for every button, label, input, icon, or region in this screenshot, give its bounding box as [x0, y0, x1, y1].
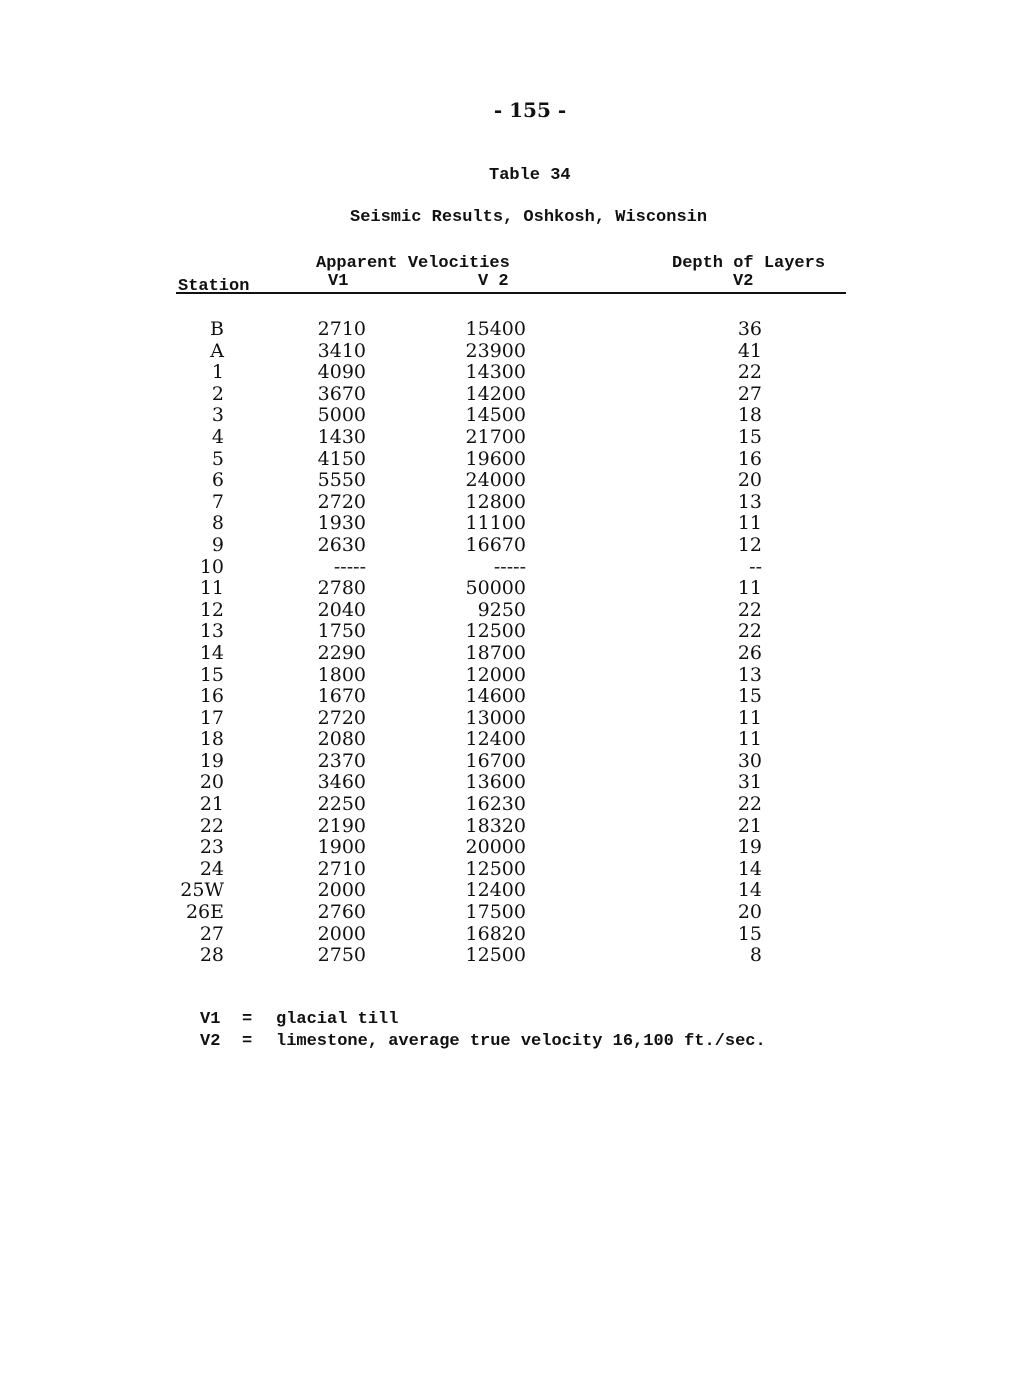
v1-cell: 2290 [317, 641, 366, 664]
table-row [0, 728, 1017, 750]
header-v2-depth: V2 [733, 272, 754, 291]
v2-cell: 18700 [465, 641, 526, 664]
v2-cell: 16820 [465, 922, 526, 945]
v2-cell: 13000 [465, 706, 526, 729]
v1-cell: 4090 [317, 361, 366, 384]
table-body [0, 318, 1017, 966]
depth-cell: 31 [737, 771, 762, 794]
v2-cell: 12800 [465, 490, 526, 513]
v2-cell: 16230 [465, 793, 526, 816]
station-cell: 15 [199, 663, 224, 686]
table-row [0, 448, 1017, 470]
table-row [0, 858, 1017, 880]
table-row [0, 707, 1017, 729]
v1-cell: 2630 [317, 533, 366, 556]
v2-cell: 9250 [477, 598, 526, 621]
station-cell: 17 [199, 706, 224, 729]
depth-cell: 22 [737, 620, 762, 643]
v1-cell: 2370 [317, 749, 366, 772]
v1-cell: 2190 [317, 814, 366, 837]
v1-cell: 2710 [317, 857, 366, 880]
depth-cell: 13 [737, 490, 762, 513]
station-cell: 20 [199, 771, 224, 794]
table-row [0, 750, 1017, 772]
depth-cell: 15 [737, 922, 762, 945]
station-cell: 21 [199, 793, 224, 816]
v1-cell: 2760 [317, 901, 366, 924]
station-cell: 5 [211, 447, 224, 470]
table-title: Table 34 [489, 166, 571, 185]
v1-cell: 1670 [317, 685, 366, 708]
v2-cell: 11100 [465, 512, 526, 535]
v1-cell: 1930 [317, 512, 366, 535]
depth-cell: 20 [737, 469, 762, 492]
legend-symbol: V2 [200, 1032, 221, 1051]
table-row [0, 534, 1017, 556]
v1-cell: 4150 [317, 447, 366, 470]
legend-equals: = [242, 1010, 253, 1029]
depth-cell: 8 [749, 944, 762, 967]
table-row [0, 426, 1017, 448]
table-row [0, 361, 1017, 383]
table-row [0, 469, 1017, 491]
header-station: Station [178, 277, 250, 296]
station-cell: 26E [185, 901, 224, 924]
v2-cell: 21700 [465, 425, 526, 448]
station-cell: 8 [211, 512, 224, 535]
depth-cell: 14 [737, 857, 762, 880]
depth-cell: 27 [737, 382, 762, 405]
depth-cell: 20 [737, 901, 762, 924]
depth-cell: 41 [737, 339, 762, 362]
station-cell: 14 [199, 641, 224, 664]
station-cell: 25W [180, 879, 224, 902]
v1-cell: 2750 [317, 944, 366, 967]
v1-cell: 2000 [317, 879, 366, 902]
v2-cell: 19600 [465, 447, 526, 470]
table-row [0, 620, 1017, 642]
depth-cell: 22 [737, 598, 762, 621]
v2-cell: 23900 [465, 339, 526, 362]
v1-cell: 1430 [317, 425, 366, 448]
v1-cell: 2250 [317, 793, 366, 816]
table-row [0, 318, 1017, 340]
table-row [0, 404, 1017, 426]
station-cell: 22 [199, 814, 224, 837]
table-row [0, 599, 1017, 621]
v1-cell: 1750 [317, 620, 366, 643]
station-cell: 18 [199, 728, 224, 751]
depth-cell: 21 [737, 814, 762, 837]
table-row [0, 944, 1017, 966]
v1-cell: 1800 [317, 663, 366, 686]
depth-cell: 18 [737, 404, 762, 427]
station-cell: 24 [199, 857, 224, 880]
v2-cell: 15400 [465, 318, 526, 340]
v1-cell: 2710 [317, 318, 366, 340]
table-row [0, 879, 1017, 901]
v2-cell: 16670 [465, 533, 526, 556]
table-row [0, 685, 1017, 707]
depth-cell: 36 [737, 318, 762, 340]
table-row [0, 793, 1017, 815]
v2-cell: 12500 [465, 944, 526, 967]
v2-cell: 14300 [465, 361, 526, 384]
v2-cell: 12500 [465, 620, 526, 643]
legend-equals: = [242, 1032, 253, 1051]
header-depth-of-layers: Depth of Layers [672, 254, 826, 273]
station-cell: 4 [211, 425, 224, 448]
table-row [0, 642, 1017, 664]
header-rule [176, 292, 846, 294]
station-cell: 7 [211, 490, 224, 513]
station-cell: 12 [199, 598, 224, 621]
v1-cell: 2780 [317, 577, 366, 600]
header-apparent-velocities: Apparent Velocities [316, 254, 510, 273]
v2-cell: 13600 [465, 771, 526, 794]
depth-cell: 15 [737, 425, 762, 448]
table-row [0, 577, 1017, 599]
legend-text: limestone, average true velocity 16,100 ft./sec. [276, 1032, 766, 1051]
station-cell: 11 [199, 577, 224, 600]
table-row [0, 512, 1017, 534]
page-number: - 155 - [493, 98, 567, 122]
station-cell: 2 [211, 382, 224, 405]
depth-cell: 11 [737, 577, 762, 600]
station-cell: A [210, 339, 224, 362]
station-cell: 6 [211, 469, 224, 492]
station-cell: 13 [199, 620, 224, 643]
station-cell: 23 [199, 836, 224, 859]
header-v1: V1 [328, 272, 349, 291]
v2-cell: 12400 [465, 879, 526, 902]
v1-cell: 5550 [317, 469, 366, 492]
v2-cell: 20000 [465, 836, 526, 859]
v2-cell: 12400 [465, 728, 526, 751]
v1-cell: 3670 [317, 382, 366, 405]
header-v2-velocity: V 2 [478, 272, 509, 291]
table-row [0, 340, 1017, 362]
table-row [0, 836, 1017, 858]
depth-cell: 13 [737, 663, 762, 686]
station-cell: 28 [199, 944, 224, 967]
v2-cell: 14200 [465, 382, 526, 405]
v2-cell: ----- [493, 555, 526, 578]
table-row [0, 923, 1017, 945]
depth-cell: 11 [737, 706, 762, 729]
station-cell: 3 [211, 404, 224, 427]
legend-text: glacial till [276, 1010, 399, 1029]
station-cell: 16 [199, 685, 224, 708]
v2-cell: 16700 [465, 749, 526, 772]
table-row [0, 556, 1017, 578]
depth-cell: 14 [737, 879, 762, 902]
v1-cell: 2080 [317, 728, 366, 751]
table-row [0, 901, 1017, 923]
depth-cell: -- [749, 555, 762, 578]
table-row [0, 771, 1017, 793]
table-row [0, 664, 1017, 686]
v1-cell: 2720 [317, 706, 366, 729]
v1-cell: 3460 [317, 771, 366, 794]
station-cell: 1 [211, 361, 224, 384]
v1-cell: 1900 [317, 836, 366, 859]
v2-cell: 12000 [465, 663, 526, 686]
depth-cell: 12 [737, 533, 762, 556]
v1-cell: 5000 [317, 404, 366, 427]
v1-cell: ----- [333, 555, 366, 578]
depth-cell: 26 [737, 641, 762, 664]
v1-cell: 2720 [317, 490, 366, 513]
v2-cell: 14500 [465, 404, 526, 427]
station-cell: 9 [211, 533, 224, 556]
v2-cell: 17500 [465, 901, 526, 924]
table-row [0, 491, 1017, 513]
depth-cell: 11 [737, 728, 762, 751]
v2-cell: 12500 [465, 857, 526, 880]
v1-cell: 3410 [317, 339, 366, 362]
depth-cell: 15 [737, 685, 762, 708]
v2-cell: 14600 [465, 685, 526, 708]
station-cell: B [210, 318, 224, 340]
depth-cell: 30 [737, 749, 762, 772]
depth-cell: 19 [737, 836, 762, 859]
station-cell: 10 [199, 555, 224, 578]
table-subtitle: Seismic Results, Oshkosh, Wisconsin [350, 208, 708, 227]
v2-cell: 24000 [465, 469, 526, 492]
table-row [0, 815, 1017, 837]
table-row [0, 383, 1017, 405]
v1-cell: 2040 [317, 598, 366, 621]
depth-cell: 11 [737, 512, 762, 535]
station-cell: 19 [199, 749, 224, 772]
v1-cell: 2000 [317, 922, 366, 945]
depth-cell: 16 [737, 447, 762, 470]
v2-cell: 50000 [465, 577, 526, 600]
depth-cell: 22 [737, 361, 762, 384]
legend-symbol: V1 [200, 1010, 221, 1029]
depth-cell: 22 [737, 793, 762, 816]
station-cell: 27 [199, 922, 224, 945]
v2-cell: 18320 [465, 814, 526, 837]
